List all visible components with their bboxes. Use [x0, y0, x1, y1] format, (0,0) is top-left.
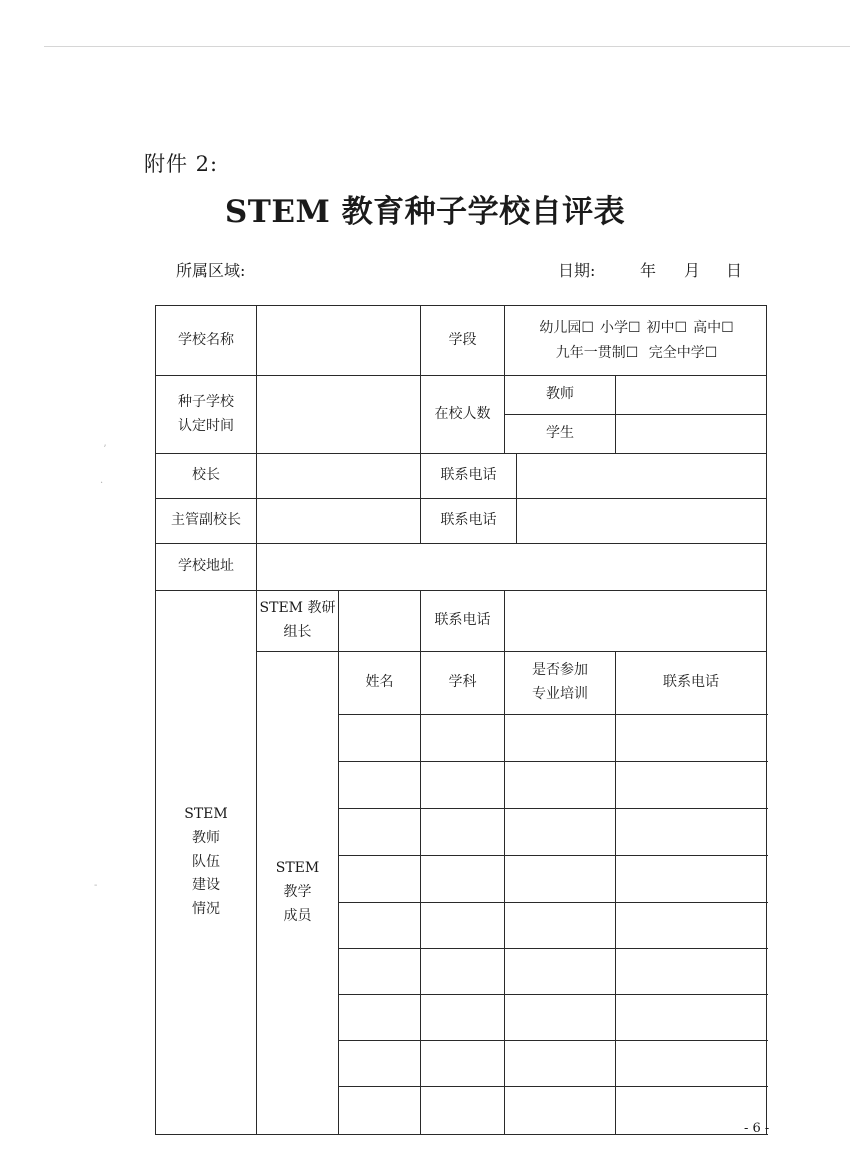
- seed-time-label-line-2: 认定时间: [178, 417, 234, 434]
- member-subject-cell[interactable]: [421, 1087, 505, 1135]
- stage-options-line-2: [513, 341, 766, 366]
- vice-principal-phone-value[interactable]: [517, 499, 767, 544]
- col-training-header: [505, 652, 616, 715]
- stage-option-complete-middle[interactable]: 完全中学☐: [648, 344, 718, 361]
- scan-mark: ·: [100, 478, 104, 489]
- page-title: STEM 教育种子学校自评表: [224, 194, 626, 230]
- date-label: 日期:: [558, 261, 596, 280]
- seed-time-label: [156, 376, 257, 454]
- vice-principal-value[interactable]: [257, 499, 421, 544]
- member-training-cell[interactable]: [505, 1087, 616, 1135]
- seed-time-label-line-1: 种子学校: [178, 393, 234, 410]
- attachment-label: 附件 2:: [144, 152, 219, 176]
- member-name-cell[interactable]: [339, 1087, 421, 1135]
- members-line-1: STEM: [275, 860, 320, 877]
- member-name-cell[interactable]: [339, 995, 421, 1041]
- region-label: 所属区域:: [176, 261, 246, 280]
- member-subject-cell[interactable]: [421, 715, 505, 762]
- research-leader-label-line-1: STEM 教研: [259, 600, 336, 617]
- research-leader-value[interactable]: [339, 591, 421, 652]
- year-label: 年: [640, 261, 657, 280]
- research-leader-phone-label: 联系电话: [421, 591, 505, 652]
- student-label: 学生: [505, 415, 616, 454]
- principal-phone-label: 联系电话: [421, 454, 517, 499]
- student-count-value[interactable]: [616, 415, 767, 454]
- member-phone-cell[interactable]: [616, 903, 767, 949]
- seed-time-value[interactable]: [257, 376, 421, 454]
- member-subject-cell[interactable]: [421, 856, 505, 903]
- stage-options[interactable]: [505, 306, 767, 376]
- stage-option-nine-year[interactable]: 九年一贯制☐: [555, 344, 639, 361]
- member-training-cell[interactable]: [505, 762, 616, 809]
- member-phone-cell[interactable]: [616, 762, 767, 809]
- member-subject-cell[interactable]: [421, 903, 505, 949]
- member-name-cell[interactable]: [339, 949, 421, 995]
- principal-phone-value[interactable]: [517, 454, 767, 499]
- month-label: 月: [684, 261, 701, 280]
- research-leader-label: [257, 591, 339, 652]
- research-leader-phone-value[interactable]: [505, 591, 767, 652]
- vice-principal-label: 主管副校长: [156, 499, 257, 544]
- stage-option-kindergarten[interactable]: 幼儿园☐: [539, 320, 594, 336]
- stage-option-senior[interactable]: 高中☐: [693, 320, 734, 336]
- principal-value[interactable]: [257, 454, 421, 499]
- self-evaluation-form: [155, 305, 770, 1136]
- member-phone-cell[interactable]: [616, 715, 767, 762]
- member-training-cell[interactable]: [505, 903, 616, 949]
- member-phone-cell[interactable]: [616, 856, 767, 903]
- member-name-cell[interactable]: [339, 715, 421, 762]
- team-section-label: [156, 591, 257, 1135]
- team-section-line-1: STEM: [184, 806, 228, 822]
- principal-label: 校长: [156, 454, 257, 499]
- teacher-count-value[interactable]: [616, 376, 767, 415]
- scan-mark: ʼ: [103, 444, 107, 455]
- member-name-cell[interactable]: [339, 762, 421, 809]
- member-phone-cell[interactable]: [616, 949, 767, 995]
- vice-principal-phone-label: 联系电话: [421, 499, 517, 544]
- school-name-label: 学校名称: [156, 306, 257, 376]
- member-name-cell[interactable]: [339, 856, 421, 903]
- team-section-line-2: 教师: [192, 829, 220, 846]
- col-name-header: 姓名: [339, 652, 421, 715]
- member-training-cell[interactable]: [505, 715, 616, 762]
- address-value[interactable]: [257, 544, 767, 591]
- scan-edge-line: [44, 46, 850, 47]
- member-training-cell[interactable]: [505, 949, 616, 995]
- member-subject-cell[interactable]: [421, 1041, 505, 1087]
- stage-option-junior[interactable]: 初中☐: [646, 320, 688, 336]
- col-subject-header: 学科: [421, 652, 505, 715]
- member-name-cell[interactable]: [339, 809, 421, 856]
- member-phone-cell[interactable]: [616, 1041, 767, 1087]
- member-subject-cell[interactable]: [421, 995, 505, 1041]
- day-label: 日: [726, 261, 743, 280]
- team-section-line-4: 建设: [192, 877, 220, 894]
- research-leader-label-line-2: 组长: [283, 624, 312, 640]
- col-training-header-line-2: 专业培训: [532, 686, 588, 702]
- scan-mark: -: [94, 880, 98, 891]
- member-name-cell[interactable]: [339, 1041, 421, 1087]
- page-number: - 6 -: [744, 1121, 770, 1136]
- stage-option-primary[interactable]: 小学☐: [599, 320, 641, 336]
- member-name-cell[interactable]: [339, 903, 421, 949]
- members-line-2: 教学: [283, 884, 312, 901]
- members-line-3: 成员: [283, 907, 312, 924]
- member-training-cell[interactable]: [505, 809, 616, 856]
- teacher-label: 教师: [505, 376, 616, 415]
- enrollment-label: 在校人数: [421, 376, 505, 454]
- member-phone-cell[interactable]: [616, 995, 767, 1041]
- school-name-value[interactable]: [257, 306, 421, 376]
- member-training-cell[interactable]: [505, 1041, 616, 1087]
- col-phone-header: 联系电话: [616, 652, 767, 715]
- date-field: [558, 258, 742, 281]
- col-training-header-line-1: 是否参加: [532, 662, 588, 679]
- address-label: 学校地址: [156, 544, 257, 591]
- member-training-cell[interactable]: [505, 856, 616, 903]
- member-subject-cell[interactable]: [421, 762, 505, 809]
- stage-options-line-1: [513, 316, 766, 341]
- member-phone-cell[interactable]: [616, 809, 767, 856]
- member-subject-cell[interactable]: [421, 809, 505, 856]
- members-label: [257, 652, 339, 1135]
- member-subject-cell[interactable]: [421, 949, 505, 995]
- team-section-line-5: 情况: [192, 901, 220, 918]
- stage-label: 学段: [421, 306, 505, 376]
- member-training-cell[interactable]: [505, 995, 616, 1041]
- team-section-line-3: 队伍: [192, 853, 220, 870]
